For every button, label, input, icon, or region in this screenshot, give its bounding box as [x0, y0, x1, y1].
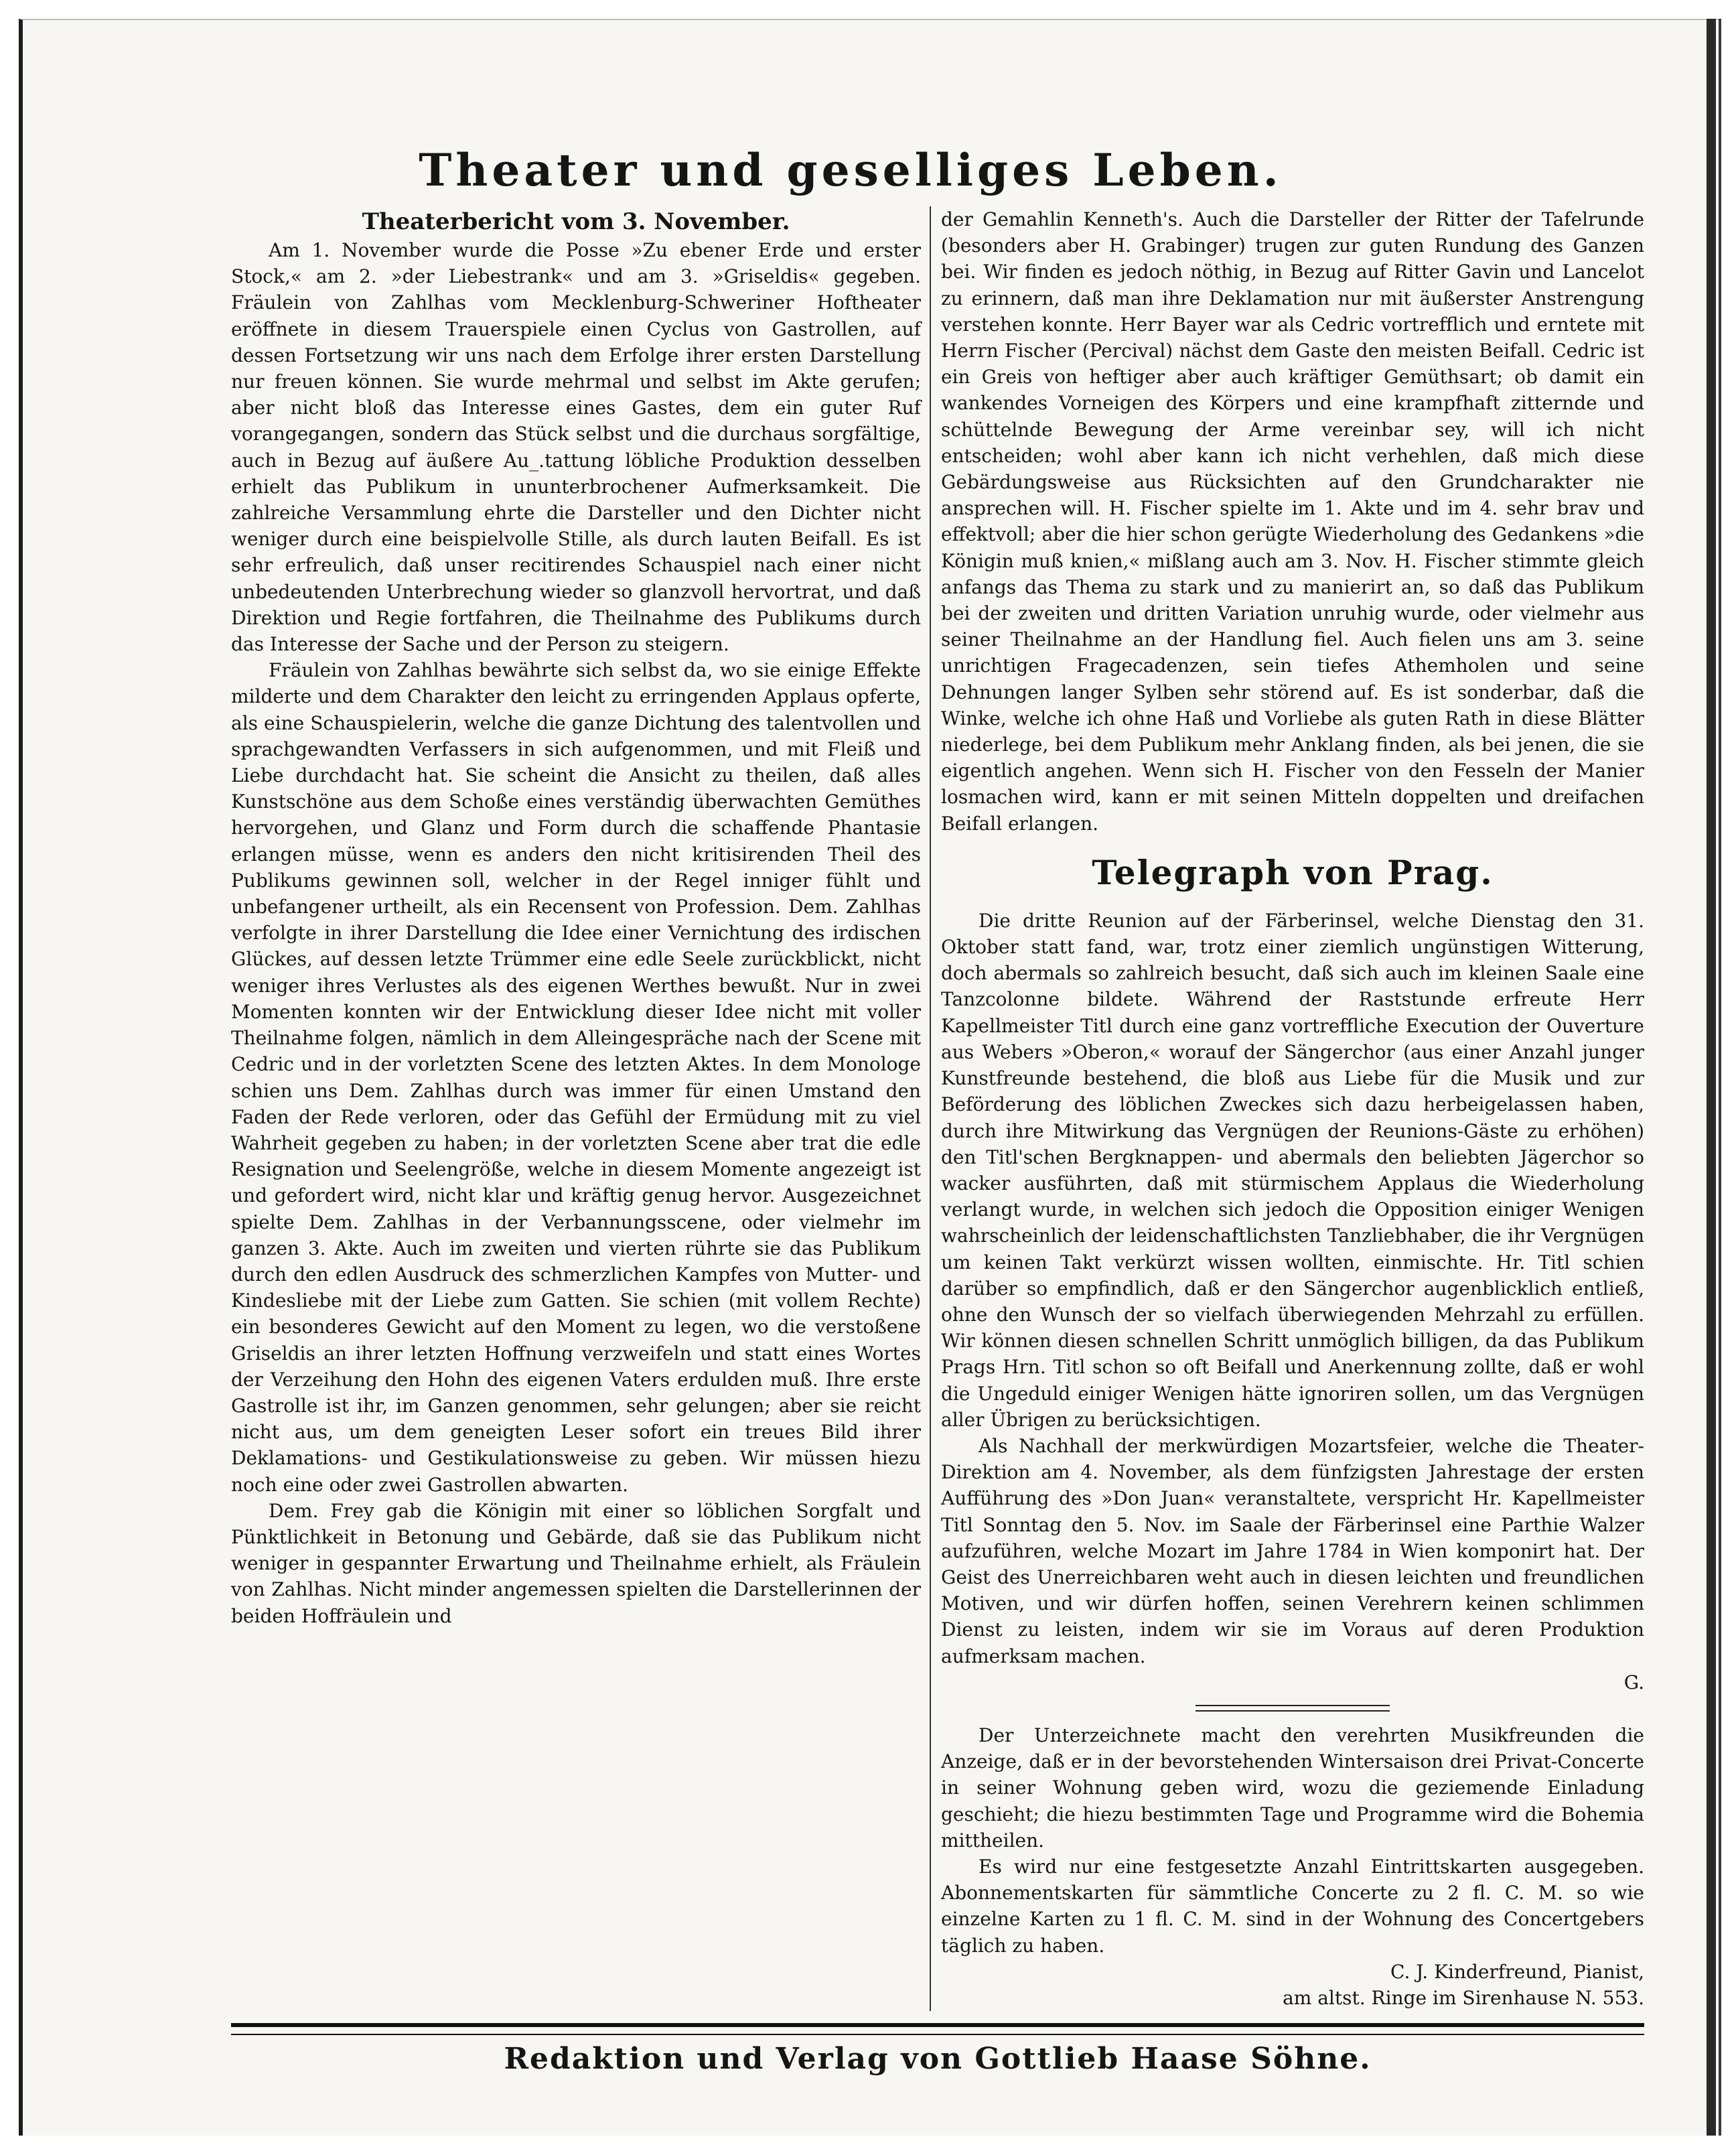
notice-paragraph: Es wird nur eine festgesetzte Anzahl Eintrittskarten ausgegeben. Abonnementskarten für sämmtliche Concerte zu 2 fl. C. M. so wie einzelne Karten zu 1 fl. C. M. sind in der Wohnung des Concertgebers täglich zu haben.	[941, 1855, 1644, 1957]
page-title: Theater und geselliges Leben.	[419, 144, 1283, 196]
article-continuation: der Gemahlin Kenneth's. Auch die Darsteller der Ritter der Tafelrunde (besonders aber H. Grabinger) trugen zur guten Rundung des Ganzen bei. Wir finden es jedoch nöthig, in Bezug auf Ritter Gavin und Lancelot zu erinnern, daß man ihre Deklamation nur mit äußerster Anstrengung verstehen konnte. Herr Bayer war als Cedric vortrefflich und erntete mit Herrn Fischer (Percival) nächst dem Gaste den meisten Beifall. Cedric ist ein Greis von heftiger aber auch kräftiger Gemüthsart; ob damit ein wankendes Vorneigen des Körpers und eine krampfhaft zitternde und schüttelnde Bewegung der Arme vereinbar sey, will ich nicht entscheiden; wohl aber kann ich nicht verhehlen, daß mich diese Gebärdungsweise aus Rücksichten auf den Grundcharakter nie ansprechen will. H. Fischer spielte im 1. Akte und im 4. sehr brav und effektvoll; aber die hier schon gerügte Wiederholung des Gedankens »die Königin muß knien,« mißlang auch am 3. Nov. H. Fischer stimmte gleich anfangs das Thema zu stark und zu manierirt an, so daß das Publikum bei der zweiten und dritten Variation unruhig wurde, oder vielmehr aus seiner Theilnahme an der Handlung fiel. Auch fielen uns am 3. seine unrichtigen Fragecadenzen, sein tiefes Athemholen und seine Dehnungen langer Sylben sehr störend auf. Es ist sonderbar, daß die Winke, welche ich ohne Haß und Vorliebe als guten Rath in diese Blätter niederlege, bei dem Publikum mehr Anklang finden, als bei jenen, die sie eigentlich angehen. Wenn sich H. Fischer von den Fesseln der Manier losmachen wird, kann er mit seinen Mitteln doppelten und dreifachen Beifall erlangen.	[941, 208, 1644, 835]
column-divider	[930, 206, 931, 2011]
right-column	[941, 206, 1644, 2011]
page-edge-shadow	[1707, 19, 1716, 2136]
footer-rule	[231, 2023, 1644, 2035]
section-separator	[1196, 1705, 1390, 1712]
telegraph-heading: Telegraph von Prag.	[1092, 852, 1494, 892]
left-column	[231, 206, 921, 1629]
theater-report-heading: Theaterbericht vom 3. November.	[362, 208, 790, 235]
author-signature: G.	[1623, 1671, 1644, 1693]
notice-signature-address: am altst. Ringe im Sirenhause N. 553.	[1283, 1987, 1644, 2009]
article-paragraph: Fräulein von Zahlhas bewährte sich selbst da, wo sie einige Effekte milderte und dem Charakter den leicht zu erringenden Applaus opferte, als eine Schauspielerin, welche die ganze Dichtung des talentvollen und sprachgewandten Verfassers in sich aufgenommen, und mit Fleiß und Liebe durchdacht hat. Sie scheint die Ansicht zu theilen, daß alles Kunstschöne aus dem Schoße eines verständig überwachten Gemüthes hervorgehen, und Glanz und Form durch die schaffende Phantasie erlangen müsse, wenn es anders den nicht kritisirenden Theil des Publikums gewinnen soll, welcher in der Regel inniger fühlt und unbefangener urtheilt, als ein Recensent von Profession. Dem. Zahlhas verfolgte in ihrer Darstellung die Idee einer Vernichtung des irdischen Glückes, auf dessen letzte Trümmer eine edle Seele zurückblickt, nicht weniger ihres Verlustes als des eigenen Werthes bewußt. Nur in zwei Momenten konnten wir der Entwicklung dieser Idee nicht mit voller Theilnahme folgen, nämlich in dem Alleingespräche nach der Scene mit Cedric und in der vorletzten Scene des letzten Aktes. In dem Monologe schien uns Dem. Zahlhas durch was immer für einen Umstand den Faden der Rede verloren, oder das Gefühl der Ermüdung mit zu viel Wahrheit gegeben zu haben; in der vorletzten Scene aber trat die edle Resignation und Seelengröße, welche in diesem Momente angezeigt ist und gefordert wird, nicht klar und kräftig genug hervor. Ausgezeichnet spielte Dem. Zahlhas in der Verbannungsscene, oder vielmehr im ganzen 3. Akte. Auch im zweiten und vierten rührte sie das Publikum durch den edlen Ausdruck des schmerzlichen Kampfes von Mutter- und Kindesliebe mit der Liebe zum Gatten. Sie schien (mit vollem Rechte) ein besonderes Gewicht auf den Moment zu legen, wo die verstoßene Griseldis an ihrer letzten Hoffnung verzweifeln und statt eines Wortes der Verzeihung den Hohn des eigenen Vaters erdulden muß. Ihre erste Gastrolle ist ihr, im Ganzen genommen, sehr gelungen; aber sie reicht nicht aus, um dem geneigten Leser sofort ein treues Bild ihrer Deklamations- und Gestikulationsweise zu geben. Wir müssen hiezu noch eine oder zwei Gastrollen abwarten.	[231, 659, 921, 1496]
article-paragraph: Als Nachhall der merkwürdigen Mozartsfeier, welche die Theater-Direktion am 4. November, als dem fünfzigsten Jahrestage der ersten Aufführung des »Don Juan« veranstaltete, verspricht Hr. Kapellmeister Titl Sonntag den 5. Nov. im Saale der Färberinsel eine Parthie Walzer aufzuführen, welche Mozart im Jahre 1784 in Wien komponirt hat. Der Geist des Unerreichbaren weht auch in diesen leichten und freundlichen Motiven, und wir dürfen hoffen, seinen Verehrern keinen schlimmen Dienst zu leisten, indem wir sie im Voraus auf deren Produktion aufmerksam machen.	[941, 1434, 1644, 1667]
article-paragraph: Am 1. November wurde die Posse »Zu ebener Erde und erster Stock,« am 2. »der Liebestrank« und am 3. »Griseldis« gegeben. Fräulein von Zahlhas vom Mecklenburg-Schweriner Hoftheater eröffnete in diesem Trauerspiele einen Cyclus von Gastrollen, auf dessen Fortsetzung wir uns nach dem Erfolge ihrer ersten Darstellung nur freuen können. Sie wurde mehrmal und selbst im Akte gerufen; aber nicht bloß das Interesse eines Gastes, dem ein guter Ruf vorangegangen, sondern das Stück selbst und die durchaus sorgfältige, auch in Bezug auf äußere Au_.tattung löbliche Produktion desselben erhielt das Publikum in ununterbrochener Aufmerksamkeit. Die zahlreiche Versammlung ehrte die Darsteller und den Dichter nicht weniger durch eine beispielvolle Stille, als durch lauten Beifall. Es ist sehr erfreulich, daß unser recitirendes Schauspiel nach einer nicht unbedeutenden Unterbrechung wieder so glanzvoll hervortrat, und daß Direktion und Regie fortfahren, die Theilnahme des Publikums durch das Interesse der Sache und der Person zu steigern.	[231, 239, 921, 656]
notice-paragraph: Der Unterzeichnete macht den verehrten Musikfreunden die Anzeige, daß er in der bevorstehenden Wintersaison drei Privat-Concerte in seiner Wohnung geben wird, wozu die geziemende Einladung geschieht; die hiezu bestimmten Tage und Programme wird die Bohemia mittheilen.	[941, 1724, 1644, 1852]
article-paragraph: Die dritte Reunion auf der Färberinsel, welche Dienstag den 31. Oktober statt fand, war, trotz einer ziemlich ungünstigen Witterung, doch abermals so zahlreich besucht, daß sich auch im kleinen Saale eine Tanzcolonne bildete. Während der Raststunde erfreute Herr Kapellmeister Titl durch eine ganz vortreffliche Execution der Ouverture aus Webers »Oberon,« worauf der Sängerchor (aus einer Anzahl junger Kunstfreunde bestehend, die bloß aus Liebe für die Musik und zur Beförderung des löblichen Zweckes sich dazu herbeigelassen haben, durch ihre Mitwirkung das Vergnügen der Reunions-Gäste zu erhöhen) den Titl'schen Bergknappen- und abermals den beliebten Jägerchor so wacker ausführten, daß mit stürmischem Applaus die Wiederholung verlangt wurde, in welchen sich jedoch die Opposition einiger Wenigen wahrscheinlich der leidenschaftlichsten Tanzliebhaber, die ihr Vergnügen um keinen Takt verkürzt wissen wollten, einmischte. Hr. Titl schien darüber so empfindlich, daß er den Sängerchor augenblicklich entließ, ohne den Wunsch der so vielfach überwiegenden Mehrzahl zu erfüllen. Wir können diesen schnellen Schritt unmöglich billigen, da das Publikum Prags Hrn. Titl schon so oft Beifall und Anerkennung zollte, daß er wohl die Ungeduld einiger Wenigen hätte ignoriren sollen, um das Vergnügen aller Übrigen zu berücksichtigen.	[941, 909, 1644, 1431]
article-paragraph: Dem. Frey gab die Königin mit einer so löblichen Sorgfalt und Pünktlichkeit in Betonung und Gebärde, daß sie das Publikum nicht weniger in gespannter Erwartung und Theilnahme erhielt, als Fräulein von Zahlhas. Nicht minder angemessen spielten die Darstellerinnen der beiden Hoffräulein und	[231, 1499, 921, 1627]
publisher-footer: Redaktion und Verlag von Gottlieb Haase Söhne.	[504, 2042, 1372, 2076]
notice-signature-name: C. J. Kinderfreund, Pianist,	[1390, 1960, 1644, 1983]
